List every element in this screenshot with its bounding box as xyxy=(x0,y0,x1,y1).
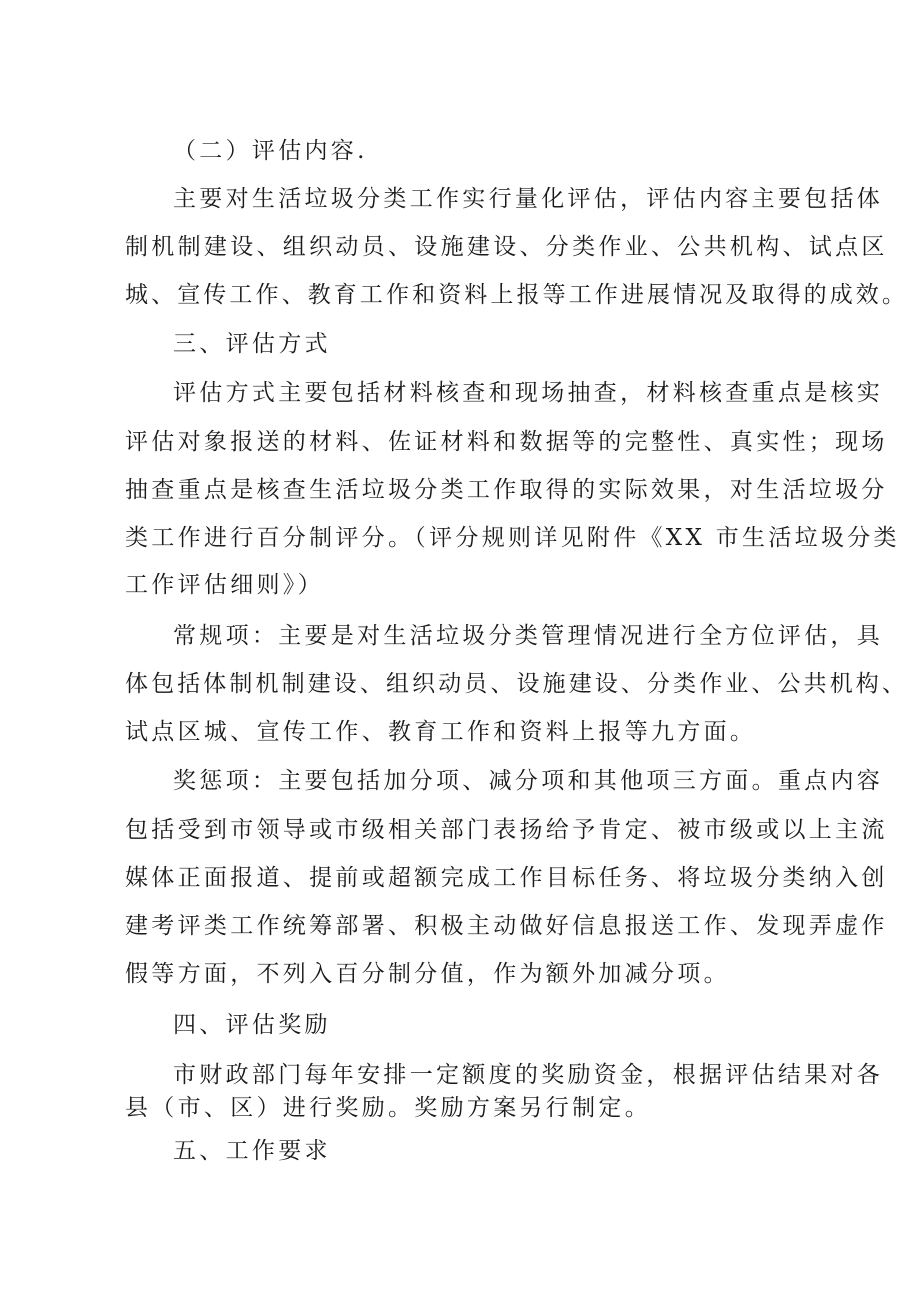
paragraph-line: 试点区城、宣传工作、教育工作和资料上报等九方面。 xyxy=(125,719,757,745)
paragraph-line: 城、宣传工作、教育工作和资料上报等工作进展情况及取得的成效。 xyxy=(125,282,908,308)
paragraph-line: 建考评类工作统筹部署、积极主动做好信息报送工作、发现弄虚作 xyxy=(125,913,888,939)
paragraph-line: 抽查重点是核查生活垃圾分类工作取得的实际效果，对生活垃圾分 xyxy=(125,477,888,503)
paragraph-line: 常规项：主要是对生活垃圾分类管理情况进行全方位评估，具 xyxy=(173,623,884,649)
paragraph-line: 市财政部门每年安排一定额度的奖励资金，根据评估结果对各 xyxy=(173,1062,884,1088)
paragraph-line: 奖惩项：主要包括加分项、减分项和其他项三方面。重点内容 xyxy=(173,768,884,794)
paragraph-line: 工作评估细则》） xyxy=(125,572,324,598)
paragraph-line: 县（市、区）进行奖励。奖励方案另行制定。 xyxy=(125,1095,651,1121)
paragraph-line: 制机制建设、组织动员、设施建设、分类作业、公共机构、试点区 xyxy=(125,234,888,260)
paragraph-line: 主要对生活垃圾分类工作实行量化评估，评估内容主要包括体 xyxy=(173,186,884,212)
paragraph-line: 假等方面，不列入百分制分值，作为额外加减分项。 xyxy=(125,961,730,987)
section-heading-assessment-method: 三、评估方式 xyxy=(173,331,331,357)
paragraph-line: 评估方式主要包括材料核查和现场抽查，材料核查重点是核实 xyxy=(173,380,884,406)
paragraph-line: 类工作进行百分制评分。（评分规则详见附件《XX 市生活垃圾分类 xyxy=(125,525,900,551)
paragraph-line: 包括受到市领导或市级相关部门表扬给予肯定、被市级或以上主流 xyxy=(125,817,888,843)
subsection-heading-assessment-content: （二）评估内容. xyxy=(173,138,368,164)
paragraph-line: 评估对象报送的材料、佐证材料和数据等的完整性、真实性；现场 xyxy=(125,429,888,455)
paragraph-line: 体包括体制机制建设、组织动员、设施建设、分类作业、公共机构、 xyxy=(125,671,908,697)
paragraph-line: 媒体正面报道、提前或超额完成工作目标任务、将垃圾分类纳入创 xyxy=(125,865,888,891)
section-heading-work-requirements: 五、工作要求 xyxy=(173,1138,331,1164)
section-heading-assessment-reward: 四、评估奖励 xyxy=(173,1012,331,1038)
